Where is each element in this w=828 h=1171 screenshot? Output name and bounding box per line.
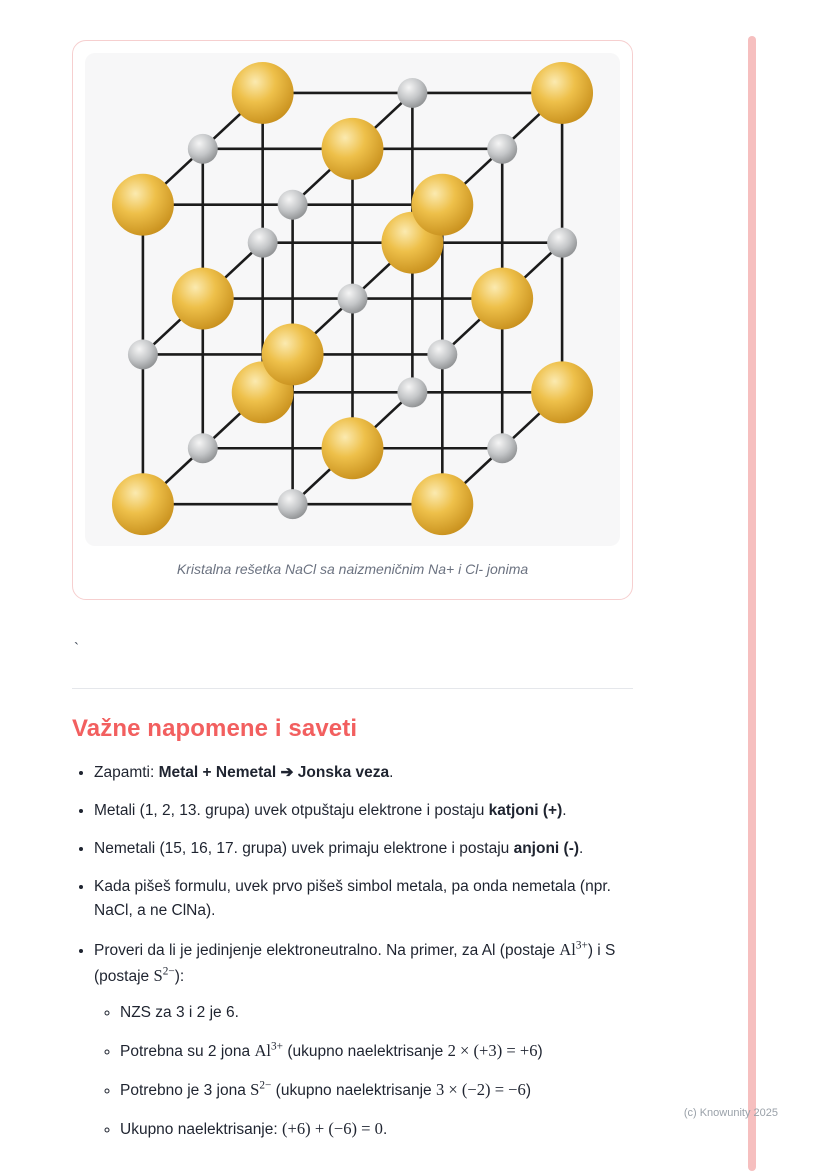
math-expression: 3 × (−2) = −6 xyxy=(435,1080,526,1100)
note-item xyxy=(94,799,633,823)
note-text: . xyxy=(382,1121,388,1139)
figure-card xyxy=(72,40,633,600)
note-item xyxy=(94,875,633,923)
note-bold: Metal + Nemetal ➔ Jonska veza xyxy=(158,763,390,781)
note-bold: anjoni (-) xyxy=(513,840,580,857)
math-expression: 2 × (+3) = +6 xyxy=(447,1041,538,1061)
sub-note-item xyxy=(120,1077,633,1103)
section-heading: Važne napomene i saveti xyxy=(72,714,358,742)
chem-formula: $Al^{3+}$ xyxy=(254,1040,284,1061)
note-text: ): xyxy=(174,968,185,986)
ion-charge: 2− xyxy=(162,965,175,978)
note-text: . xyxy=(562,801,567,819)
sub-notes-list xyxy=(94,1001,633,1142)
note-bold: katjoni (+) xyxy=(488,801,563,819)
sub-note-item xyxy=(120,1116,633,1142)
section-divider xyxy=(72,688,633,689)
note-text: Zapamti: xyxy=(94,763,159,781)
note-text: . xyxy=(389,763,394,781)
crystal-lattice-svg xyxy=(93,61,612,538)
ion-charge: 3+ xyxy=(575,939,588,952)
note-text: (ukupno naelektrisanje xyxy=(271,1082,436,1100)
ion-charge: 3+ xyxy=(271,1040,284,1053)
note-text: Potrebna su 2 jona xyxy=(120,1043,255,1061)
chem-formula: $S^{2-}$ xyxy=(250,1079,272,1100)
ion-charge: 2− xyxy=(259,1079,272,1092)
note-page xyxy=(72,40,633,1156)
note-item xyxy=(94,837,633,861)
note-text: (ukupno naelektrisanje xyxy=(283,1043,448,1061)
note-text: Ukupno naelektrisanje: xyxy=(120,1121,282,1139)
note-text: Potrebno je 3 jona xyxy=(120,1082,251,1100)
note-item xyxy=(94,761,633,785)
note-text: Nemetali (15, 16, 17. grupa) uvek primaju elektrone i postaju xyxy=(94,840,514,857)
crystal-lattice-figure xyxy=(85,53,620,546)
chem-formula: $S^{2-}$ xyxy=(153,965,175,986)
note-item xyxy=(94,937,633,1142)
sub-note-item xyxy=(120,1001,633,1025)
math-expression: (+6) + (−6) = 0 xyxy=(282,1119,383,1139)
note-text: . xyxy=(579,840,584,857)
figure-caption: Kristalna rešetka NaCl sa naizmeničnim Na+ i Cl- jonima xyxy=(176,561,529,578)
note-text: ) i S (postaje xyxy=(94,942,616,986)
chem-formula: $Al^{3+}$ xyxy=(559,939,588,960)
notes-list xyxy=(72,761,633,1142)
note-text: Metali (1, 2, 13. grupa) uvek otpuštaju elektrone i postaju xyxy=(94,801,489,819)
copyright-footer: (c) Knowunity 2025 xyxy=(683,1107,778,1119)
right-accent-bar xyxy=(748,36,756,1171)
note-text: NZS za 3 i 2 je 6. xyxy=(120,1004,239,1022)
note-text: Proveri da li je jedinjenje elektroneutralno. Na primer, za Al (postaje xyxy=(94,942,560,960)
note-text: ) xyxy=(537,1043,543,1061)
note-text: ) xyxy=(525,1082,531,1100)
stray-backtick: ` xyxy=(74,639,79,657)
note-text: Kada pišeš formulu, uvek prvo pišeš simbol metala, pa onda nemetala (npr. NaCl, a ne ClNa). xyxy=(94,878,611,920)
sub-note-item xyxy=(120,1038,633,1064)
